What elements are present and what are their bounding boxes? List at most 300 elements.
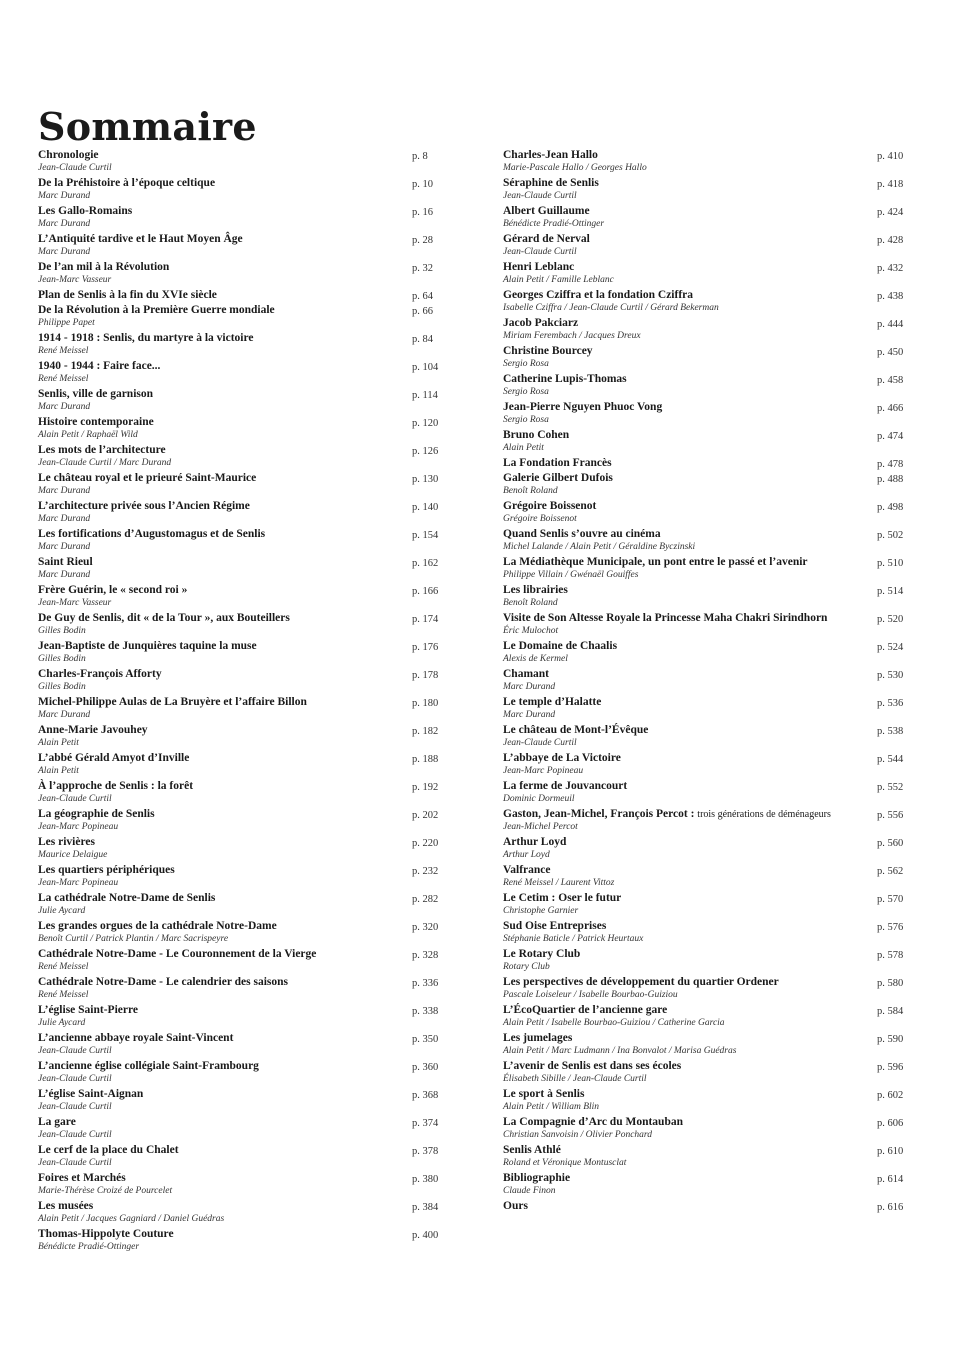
toc-entry-author: Jean-Claude Curtil xyxy=(38,1074,112,1084)
toc-entry-author: Marc Durand xyxy=(38,191,91,201)
toc-entry-title xyxy=(38,1143,393,1157)
toc-entry xyxy=(503,1115,908,1143)
toc-entry-title-text: Les grandes orgues de la cathédrale Notre-Dame xyxy=(38,920,277,932)
toc-entry-title xyxy=(38,1171,393,1185)
toc-entry-title xyxy=(38,639,393,653)
toc-entry-title xyxy=(38,176,393,190)
toc-entry xyxy=(38,863,438,891)
toc-entry-page: p. 560 xyxy=(877,838,904,849)
toc-entry-author: Alain Petit / Famille Leblanc xyxy=(503,275,614,285)
toc-entry xyxy=(503,204,908,232)
toc-entry xyxy=(503,176,908,204)
toc-entry-title-text: Michel-Philippe Aulas de La Bruyère et l’affaire Billon xyxy=(38,696,307,708)
toc-entry-page: p. 180 xyxy=(412,698,439,709)
toc-entry xyxy=(38,499,438,527)
toc-entry-page: p. 400 xyxy=(412,1230,439,1241)
toc-entry-title-text: Albert Guillaume xyxy=(503,205,590,217)
toc-entry xyxy=(38,639,438,667)
toc-entry-page: p. 282 xyxy=(412,894,439,905)
toc-entry xyxy=(38,415,438,443)
toc-entry xyxy=(503,1003,908,1031)
toc-entry-page: p. 182 xyxy=(412,726,439,737)
toc-entry-title-text: Les fortifications d’Augustomagus et de Senlis xyxy=(38,528,266,540)
toc-entry-author: Marc Durand xyxy=(503,682,556,692)
toc-entry-title xyxy=(503,527,863,541)
toc-entry-title xyxy=(503,471,863,485)
toc-entry-title xyxy=(503,891,863,905)
toc-entry-title-text: Georges Cziffra et la fondation Cziffra xyxy=(503,289,694,301)
toc-entry-author: Jean-Marc Popineau xyxy=(38,878,119,888)
toc-entry-title-text: Le château de Mont-l’Évêque xyxy=(503,724,649,736)
toc-entry xyxy=(503,807,908,835)
toc-entry-page: p. 556 xyxy=(877,810,904,821)
toc-entry-page: p. 536 xyxy=(877,698,904,709)
toc-entry-author: Marc Durand xyxy=(503,710,556,720)
toc-entry-title-text: La Médiathèque Municipale, un pont entre le passé et l’avenir xyxy=(503,556,808,568)
toc-entry-title-text: L’église Saint-Aignan xyxy=(38,1088,144,1100)
toc-entry-title-text: Gaston, Jean-Michel, François Percot : xyxy=(503,808,698,820)
toc-entry-author: René Meissel xyxy=(38,374,89,384)
toc-entry xyxy=(503,583,908,611)
toc-entry-page: p. 192 xyxy=(412,782,439,793)
toc-entry xyxy=(38,303,438,331)
toc-entry-author: Roland et Véronique Montusclat xyxy=(503,1158,627,1168)
toc-entry-title-text: Senlis, ville de garnison xyxy=(38,388,154,400)
toc-entry-page: p. 166 xyxy=(412,586,439,597)
toc-entry-page: p. 602 xyxy=(877,1090,904,1101)
toc-entry-title xyxy=(38,891,393,905)
toc-entry-title xyxy=(38,583,393,597)
toc-entry-title xyxy=(503,1087,863,1101)
toc-entry xyxy=(503,695,908,723)
toc-entry-page: p. 424 xyxy=(877,207,904,218)
toc-entry-title xyxy=(503,1171,863,1185)
toc-entry xyxy=(503,372,908,400)
toc-entry xyxy=(503,1031,908,1059)
toc-entry-title xyxy=(503,1143,863,1157)
toc-entry-author: Jean-Claude Curtil xyxy=(503,191,577,201)
toc-entry-title-text: L’abbaye de La Victoire xyxy=(503,752,621,764)
toc-entry-title-text: Le château royal et le prieuré Saint-Maurice xyxy=(38,472,257,484)
toc-entry-title-text: Henri Leblanc xyxy=(503,261,575,273)
toc-entry-page: p. 428 xyxy=(877,235,904,246)
toc-entry-page: p. 410 xyxy=(877,151,904,162)
toc-entry-title-text: Chronologie xyxy=(38,149,99,161)
toc-entry-page: p. 596 xyxy=(877,1062,904,1073)
toc-entry-page: p. 384 xyxy=(412,1202,439,1213)
toc-entry-title xyxy=(38,303,393,317)
toc-entry-title-text: Le cerf de la place du Chalet xyxy=(38,1144,179,1156)
page-title: Sommaire xyxy=(38,104,257,149)
toc-entry-page: p. 16 xyxy=(412,207,433,218)
toc-entry xyxy=(38,204,438,232)
toc-entry xyxy=(503,835,908,863)
toc-entry-title xyxy=(503,835,863,849)
toc-entry xyxy=(503,947,908,975)
toc-entry-author: Élisabeth Sibille / Jean-Claude Curtil xyxy=(503,1074,647,1084)
toc-entry-title-text: Jean-Pierre Nguyen Phuoc Vong xyxy=(503,401,663,413)
toc-entry xyxy=(38,555,438,583)
toc-right-column xyxy=(503,148,908,1214)
toc-entry-author: Jean-Claude Curtil xyxy=(503,247,577,257)
toc-entry-page: p. 474 xyxy=(877,431,904,442)
toc-entry-author: Stéphanie Baticle / Patrick Heurtaux xyxy=(503,934,644,944)
toc-entry xyxy=(503,919,908,947)
toc-entry-title-text: Les musées xyxy=(38,1200,94,1212)
toc-entry-title xyxy=(38,148,393,162)
toc-entry-title-text: Les rivières xyxy=(38,836,95,848)
toc-entry-title xyxy=(38,232,393,246)
toc-entry-title xyxy=(38,723,393,737)
toc-entry-page: p. 562 xyxy=(877,866,904,877)
toc-entry-title xyxy=(38,835,393,849)
toc-entry xyxy=(503,288,908,316)
toc-entry xyxy=(38,471,438,499)
toc-entry-author: Marc Durand xyxy=(38,247,91,257)
toc-entry-author: Jean-Claude Curtil xyxy=(503,738,577,748)
toc-entry xyxy=(503,428,908,456)
toc-entry xyxy=(38,527,438,555)
toc-entry-page: p. 360 xyxy=(412,1062,439,1073)
toc-entry-title-text: De la Préhistoire à l’époque celtique xyxy=(38,177,216,189)
toc-entry-title xyxy=(503,555,863,569)
toc-entry-title xyxy=(38,947,393,961)
toc-entry-page: p. 614 xyxy=(877,1174,904,1185)
toc-entry xyxy=(503,975,908,1003)
toc-entry-title xyxy=(503,583,863,597)
toc-entry-author: Jean-Claude Curtil xyxy=(38,1102,112,1112)
toc-entry-author: Jean-Claude Curtil xyxy=(38,1130,112,1140)
toc-entry-page: p. 450 xyxy=(877,347,904,358)
toc-entry-author: Marc Durand xyxy=(38,514,91,524)
toc-entry-title-text: 1940 - 1944 : Faire face... xyxy=(38,360,161,372)
toc-entry-title xyxy=(503,456,863,470)
toc-entry-page: p. 232 xyxy=(412,866,439,877)
toc-entry-title xyxy=(38,779,393,793)
toc-entry-author: Jean-Marc Popineau xyxy=(503,766,584,776)
toc-entry-page: p. 466 xyxy=(877,403,904,414)
toc-entry-title xyxy=(38,695,393,709)
toc-entry-title-text: Cathédrale Notre-Dame - Le Couronnement de la Vierge xyxy=(38,948,317,960)
toc-entry-author: Gilles Bodin xyxy=(38,654,86,664)
toc-entry-author: Philippe Villain / Gwénaël Gouiffes xyxy=(503,570,639,580)
toc-entry-author: Maurice Delaigue xyxy=(38,850,108,860)
toc-entry-author: Grégoire Boissenot xyxy=(503,514,577,524)
toc-entry xyxy=(38,1003,438,1031)
toc-entry xyxy=(38,667,438,695)
toc-entry xyxy=(503,611,908,639)
toc-entry-page: p. 162 xyxy=(412,558,439,569)
toc-entry xyxy=(38,176,438,204)
toc-entry-title xyxy=(38,1059,393,1073)
toc-entry-title-text: Jacob Pakciarz xyxy=(503,317,579,329)
toc-entry-page: p. 154 xyxy=(412,530,439,541)
toc-entry-author: Marc Durand xyxy=(38,570,91,580)
toc-entry-title xyxy=(38,359,393,373)
toc-entry-author: Marc Durand xyxy=(38,710,91,720)
toc-entry-title xyxy=(503,1059,863,1073)
toc-entry-page: p. 350 xyxy=(412,1034,439,1045)
toc-entry xyxy=(503,667,908,695)
toc-entry-author: Julie Aycard xyxy=(38,906,86,916)
toc-entry-title-text: La Fondation Francès xyxy=(503,457,612,469)
toc-entry-page: p. 140 xyxy=(412,502,439,513)
toc-entry xyxy=(503,456,908,471)
toc-entry-page: p. 544 xyxy=(877,754,904,765)
toc-entry-title-text: Les librairies xyxy=(503,584,568,596)
toc-entry-title xyxy=(503,1003,863,1017)
toc-entry-title xyxy=(38,919,393,933)
toc-entry-author: Alain Petit / Jacques Gagniard / Daniel Guédras xyxy=(38,1214,225,1224)
toc-entry-author: Sergio Rosa xyxy=(503,359,549,369)
toc-entry-page: p. 570 xyxy=(877,894,904,905)
toc-entry xyxy=(38,779,438,807)
toc-entry-title xyxy=(38,751,393,765)
toc-entry-page: p. 438 xyxy=(877,291,904,302)
toc-entry-title xyxy=(503,779,863,793)
toc-entry-author: René Meissel / Laurent Vittoz xyxy=(503,878,615,888)
toc-entry-author: Jean-Claude Curtil xyxy=(38,1046,112,1056)
toc-entry-author: Jean-Claude Curtil xyxy=(38,1158,112,1168)
toc-entry xyxy=(503,527,908,555)
toc-entry-author: Dominic Dormeuil xyxy=(503,794,575,804)
toc-entry-title xyxy=(503,260,863,274)
toc-entry-title-text: La géographie de Senlis xyxy=(38,808,155,820)
toc-entry-title xyxy=(38,1227,393,1241)
toc-entry-page: p. 320 xyxy=(412,922,439,933)
toc-entry-page: p. 478 xyxy=(877,459,904,470)
toc-entry-author: Marc Durand xyxy=(38,486,91,496)
toc-entry xyxy=(38,835,438,863)
toc-entry-author: Christophe Garnier xyxy=(503,906,579,916)
toc-entry-title-text: L’Antiquité tardive et le Haut Moyen Âge xyxy=(38,233,243,245)
toc-entry-title-text: Jean-Baptiste de Junquières taquine la muse xyxy=(38,640,257,652)
toc-entry-page: p. 66 xyxy=(412,306,433,317)
toc-entry xyxy=(38,260,438,288)
toc-entry-author: Bénédicte Pradié-Ottinger xyxy=(503,219,605,229)
toc-entry-title xyxy=(503,947,863,961)
toc-entry-page: p. 202 xyxy=(412,810,439,821)
toc-entry-author: Marie-Thérèse Croizé de Pourcelet xyxy=(38,1186,173,1196)
toc-entry-title xyxy=(503,232,863,246)
toc-entry-title-text: Séraphine de Senlis xyxy=(503,177,599,189)
toc-entry-title-text: Gérard de Nerval xyxy=(503,233,590,245)
toc-entry xyxy=(38,975,438,1003)
toc-entry xyxy=(38,723,438,751)
toc-entry-title-text: Christine Bourcey xyxy=(503,345,593,357)
toc-entry-title xyxy=(503,639,863,653)
toc-entry-title-text: Le Domaine de Chaalis xyxy=(503,640,618,652)
toc-entry-title-text: Histoire contemporaine xyxy=(38,416,154,428)
toc-entry xyxy=(503,723,908,751)
toc-entry-title xyxy=(503,975,863,989)
toc-entry-title xyxy=(38,204,393,218)
toc-entry-title xyxy=(38,863,393,877)
toc-entry xyxy=(503,863,908,891)
toc-entry-title-text: De l’an mil à la Révolution xyxy=(38,261,170,273)
toc-entry-page: p. 176 xyxy=(412,642,439,653)
toc-entry-title-text: L’ancienne église collégiale Saint-Frambourg xyxy=(38,1060,259,1072)
toc-entry-page: p. 378 xyxy=(412,1146,439,1157)
toc-entry xyxy=(503,148,908,176)
toc-entry-page: p. 510 xyxy=(877,558,904,569)
toc-entry xyxy=(38,891,438,919)
toc-entry-title xyxy=(503,723,863,737)
toc-entry-page: p. 578 xyxy=(877,950,904,961)
toc-entry-title-text: Senlis Athlé xyxy=(503,1144,561,1156)
toc-entry-author: Julie Aycard xyxy=(38,1018,86,1028)
toc-entry-page: p. 374 xyxy=(412,1118,439,1129)
toc-entry-author: Benoît Roland xyxy=(503,486,558,496)
toc-entry xyxy=(503,891,908,919)
toc-entry-title-text: Le Rotary Club xyxy=(503,948,581,960)
toc-entry-title xyxy=(503,863,863,877)
toc-entry xyxy=(503,1171,908,1199)
toc-entry-title-text: À l’approche de Senlis : la forêt xyxy=(38,780,194,792)
toc-entry xyxy=(38,1115,438,1143)
toc-entry-title-text: De la Révolution à la Première Guerre mondiale xyxy=(38,304,275,316)
toc-entry-title xyxy=(503,148,863,162)
toc-entry-title xyxy=(38,260,393,274)
toc-entry-title xyxy=(38,1115,393,1129)
toc-entry-title-text: Galerie Gilbert Dufois xyxy=(503,472,613,484)
toc-entry-title-text: Le sport à Senlis xyxy=(503,1088,585,1100)
toc-entry-title xyxy=(38,1003,393,1017)
toc-entry-author: Alain Petit / William Blin xyxy=(503,1102,600,1112)
toc-entry-title-text: Le temple d’Halatte xyxy=(503,696,602,708)
toc-entry-title xyxy=(503,919,863,933)
toc-entry-title-text: La gare xyxy=(38,1116,76,1128)
toc-entry xyxy=(38,919,438,947)
toc-entry xyxy=(503,639,908,667)
toc-entry xyxy=(38,583,438,611)
toc-entry-title-text: Plan de Senlis à la fin du XVIe siècle xyxy=(38,289,217,301)
toc-entry-author: Sergio Rosa xyxy=(503,415,549,425)
toc-entry-title xyxy=(503,372,863,386)
toc-entry-title xyxy=(38,667,393,681)
toc-entry-title-text: Valfrance xyxy=(503,864,551,876)
toc-entry-page: p. 538 xyxy=(877,726,904,737)
toc-entry-title xyxy=(503,751,863,765)
toc-entry-page: p. 338 xyxy=(412,1006,439,1017)
toc-entry-title xyxy=(38,499,393,513)
toc-entry-title xyxy=(503,400,863,414)
toc-entry-author: Michel Lalande / Alain Petit / Géraldine Byczinski xyxy=(503,542,696,552)
toc-entry-title-text: L’ÉcoQuartier de l’ancienne gare xyxy=(503,1004,668,1016)
toc-entry-title-text: Catherine Lupis-Thomas xyxy=(503,373,627,385)
toc-entry-title xyxy=(38,288,393,302)
toc-entry xyxy=(503,555,908,583)
toc-entry xyxy=(38,331,438,359)
toc-entry xyxy=(38,1199,438,1227)
toc-entry xyxy=(38,232,438,260)
toc-entry-page: p. 606 xyxy=(877,1118,904,1129)
toc-entry xyxy=(503,499,908,527)
toc-entry-title-text: Foires et Marchés xyxy=(38,1172,126,1184)
toc-entry-title-text: Frère Guérin, le « second roi » xyxy=(38,584,188,596)
toc-entry-author: Benoît Roland xyxy=(503,598,558,608)
toc-entry-page: p. 126 xyxy=(412,446,439,457)
toc-entry-title xyxy=(503,611,863,625)
toc-entry-title-text: Thomas-Hippolyte Couture xyxy=(38,1228,174,1240)
toc-entry-title xyxy=(503,288,863,302)
toc-entry-title-text: Quand Senlis s’ouvre au cinéma xyxy=(503,528,661,540)
toc-entry-title-text: Arthur Loyd xyxy=(503,836,567,848)
toc-entry xyxy=(38,751,438,779)
toc-entry-title xyxy=(38,1087,393,1101)
toc-entry-title-text: L’architecture privée sous l’Ancien Régime xyxy=(38,500,250,512)
toc-entry-title-text: Visite de Son Altesse Royale la Princesse Maha Chakri Sirindhorn xyxy=(503,612,828,624)
toc-entry-page: p. 432 xyxy=(877,263,904,274)
toc-entry-author: Alain Petit / Marc Ludmann / Ina Bonvalot / Marisa Guédras xyxy=(503,1046,737,1056)
toc-entry-page: p. 64 xyxy=(412,291,433,302)
toc-entry xyxy=(38,1171,438,1199)
toc-entry-page: p. 28 xyxy=(412,235,433,246)
toc-entry-page: p. 380 xyxy=(412,1174,439,1185)
toc-entry-title-text: Les Gallo-Romains xyxy=(38,205,133,217)
toc-entry xyxy=(503,400,908,428)
toc-entry-author: Jean-Michel Percot xyxy=(503,822,578,832)
toc-entry-page: p. 220 xyxy=(412,838,439,849)
toc-entry-title xyxy=(503,344,863,358)
toc-entry-author: Marc Durand xyxy=(38,219,91,229)
toc-entry-title-text: De Guy de Senlis, dit « de la Tour », aux Bouteillers xyxy=(38,612,290,624)
toc-entry-page: p. 576 xyxy=(877,922,904,933)
toc-entry xyxy=(38,807,438,835)
toc-entry-author: Pascale Loiseleur / Isabelle Bourbao-Guiziou xyxy=(503,990,678,1000)
toc-entry-author: Alain Petit xyxy=(38,738,79,748)
toc-entry-title xyxy=(38,1031,393,1045)
toc-entry xyxy=(38,611,438,639)
toc-entry-title-text: La cathédrale Notre-Dame de Senlis xyxy=(38,892,216,904)
toc-entry-page: p. 584 xyxy=(877,1006,904,1017)
toc-entry-author: Jean-Claude Curtil xyxy=(38,163,112,173)
toc-entry-title-text: Bruno Cohen xyxy=(503,429,570,441)
toc-entry-page: p. 178 xyxy=(412,670,439,681)
toc-entry-author: Christian Sanvoisin / Olivier Ponchard xyxy=(503,1130,653,1140)
toc-entry-title xyxy=(38,555,393,569)
toc-entry-author: Rotary Club xyxy=(503,962,550,972)
toc-entry xyxy=(503,344,908,372)
toc-entry-author: Éric Mulochot xyxy=(503,626,559,636)
toc-entry-title xyxy=(503,499,863,513)
toc-entry-title xyxy=(38,415,393,429)
toc-entry-title xyxy=(503,316,863,330)
toc-entry xyxy=(38,1143,438,1171)
toc-entry-author: Alain Petit / Raphaël Wild xyxy=(38,430,138,440)
toc-entry-author: Alain Petit / Isabelle Bourbao-Guiziou / Catherine Garcia xyxy=(503,1018,725,1028)
toc-entry xyxy=(503,316,908,344)
toc-entry-author: Jean-Claude Curtil xyxy=(38,794,112,804)
toc-entry-author: Marc Durand xyxy=(38,402,91,412)
toc-entry-page: p. 590 xyxy=(877,1034,904,1045)
toc-entry-title xyxy=(38,471,393,485)
toc-entry-page: p. 502 xyxy=(877,530,904,541)
toc-entry xyxy=(38,1087,438,1115)
toc-entry-author: Gilles Bodin xyxy=(38,626,86,636)
toc-entry-page: p. 488 xyxy=(877,474,904,485)
toc-entry-title xyxy=(503,807,863,822)
toc-entry xyxy=(503,1087,908,1115)
toc-entry xyxy=(38,288,438,303)
toc-entry xyxy=(503,471,908,499)
toc-entry-title-text: La Compagnie d’Arc du Montauban xyxy=(503,1116,683,1128)
toc-entry-title-text: Grégoire Boissenot xyxy=(503,500,597,512)
toc-entry-page: p. 84 xyxy=(412,334,433,345)
toc-entry-author: Jean-Marc Vasseur xyxy=(38,275,112,285)
toc-entry-page: p. 368 xyxy=(412,1090,439,1101)
toc-entry xyxy=(503,779,908,807)
